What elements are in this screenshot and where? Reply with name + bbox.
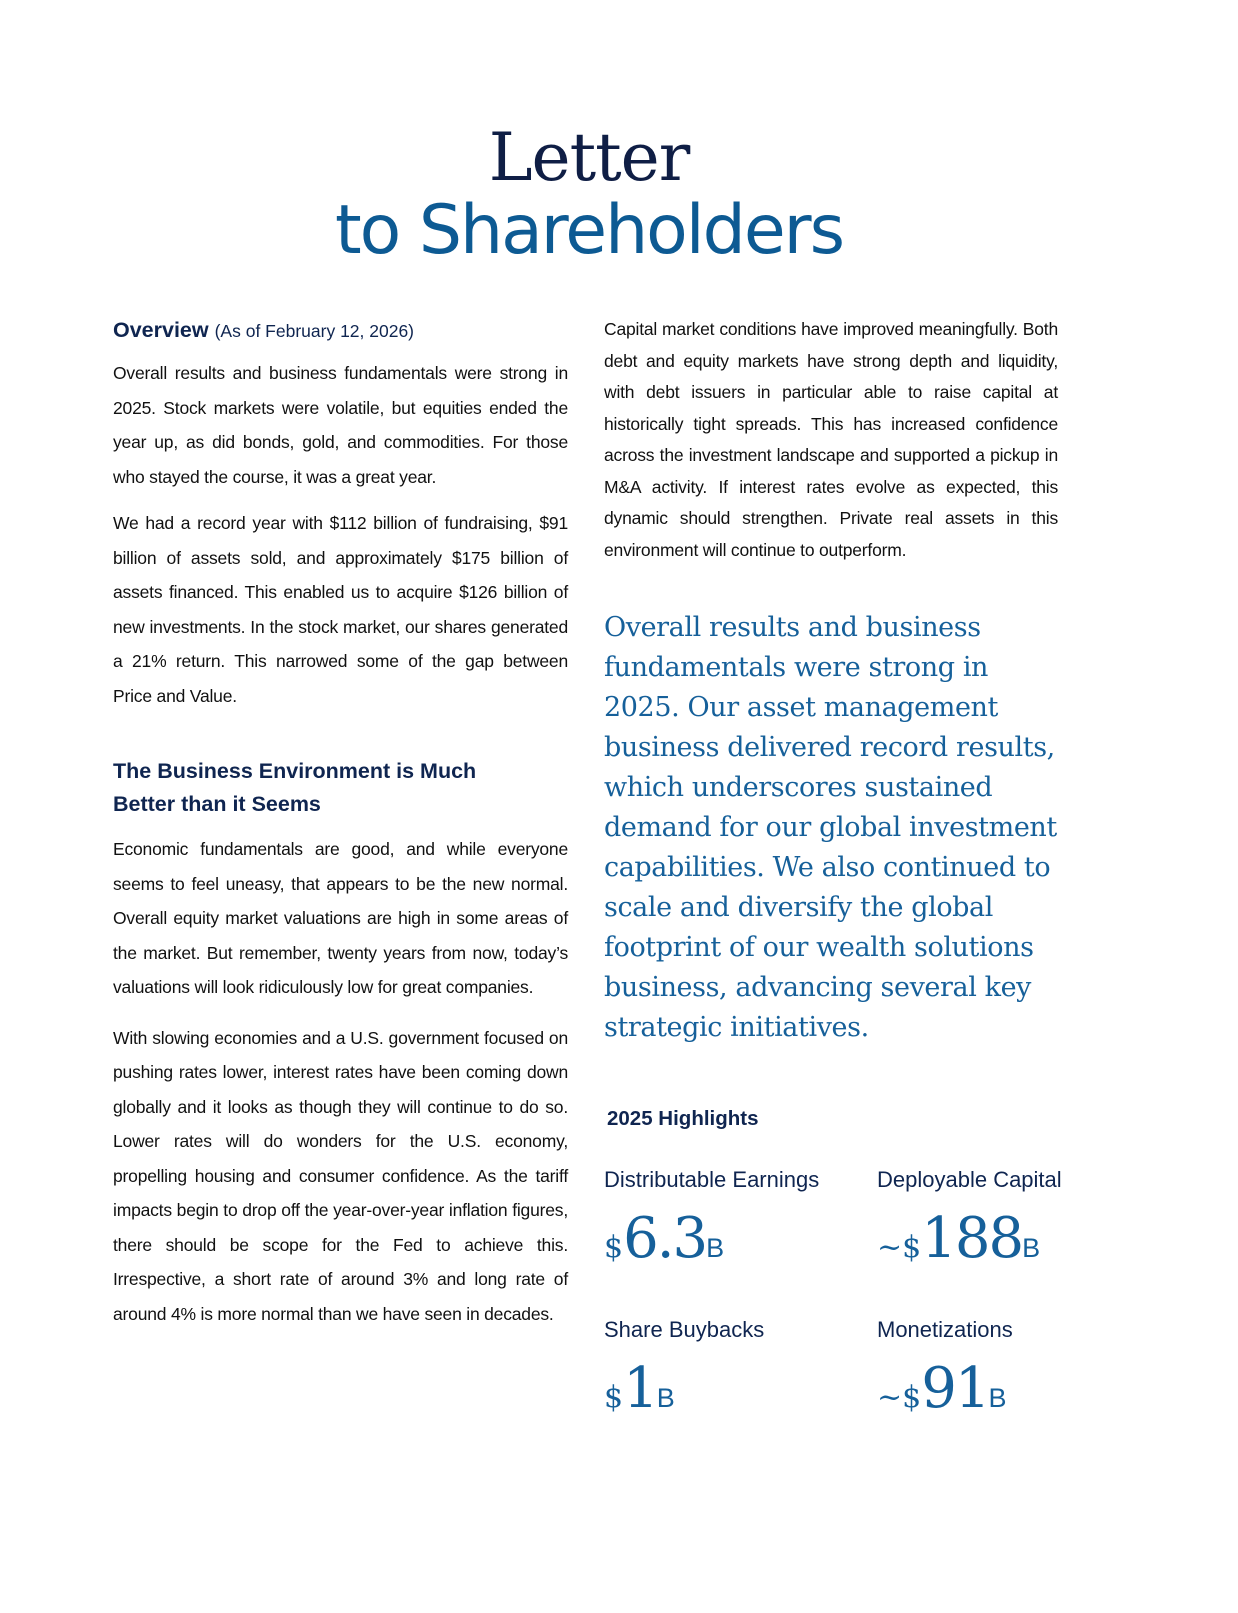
overview-date-note: (As of February 12, 2026) [214, 321, 415, 341]
overview-heading-text: Overview [113, 318, 209, 342]
highlight-label: Share Buybacks [604, 1317, 765, 1342]
overview-paragraph-2: We had a record year with $112 billion of fundraising, $91 billion of assets sold, and approximately $175 billion of assets financed. This enabled us to acquire $126 billion of new investments. In the stock market, our shares generated a 21% return. This narrowed some of the gap between Price and Value. [113, 513, 568, 706]
highlight-label: Distributable Earnings [604, 1167, 820, 1192]
highlight-value-number: 188 [921, 1206, 1023, 1271]
pull-quote: Overall results and business fundamentals were strong in 2025. Our asset management business delivered record results, which underscores sustained demand for our global investment capabilities. We also continued to scale and diversify the global footprint of our wealth solutions business, advancing several key strategic initiatives. [604, 612, 1057, 1043]
highlight-monetizations [877, 1316, 1107, 1437]
highlight-value-unit: B [706, 1233, 725, 1263]
highlight-value-prefix: $ [604, 1230, 624, 1265]
left-column [113, 314, 568, 1331]
highlight-label: Deployable Capital [877, 1167, 1062, 1192]
business-environment-heading-line1: The Business Environment is Much [113, 759, 477, 783]
page-title-line2: to Shareholders [334, 191, 844, 270]
right-column [604, 314, 1058, 1048]
business-environment-heading [113, 755, 568, 821]
highlight-distributable-earnings [604, 1166, 834, 1287]
highlight-value [604, 1354, 834, 1437]
business-environment-heading-line2: Better than it Seems [113, 792, 321, 816]
highlight-value-number: 91 [921, 1356, 989, 1421]
highlight-value [877, 1204, 1107, 1287]
highlight-value-unit: B [988, 1383, 1007, 1413]
highlight-deployable-capital [877, 1166, 1107, 1287]
capital-markets-paragraph: Capital market conditions have improved meaningfully. Both debt and equity markets have strong depth and liquidity, with debt issuers in particular able to raise capital at historically tight spreads. This has increased confidence across the investment landscape and supported a pickup in M&A activity. If interest rates evolve as expected, this dynamic should strengthen. Private real assets in this environment will continue to outperform. [604, 319, 1058, 560]
highlight-value-unit: B [1022, 1233, 1041, 1263]
overview-paragraph-1: Overall results and business fundamentals were strong in 2025. Stock markets were volatile, but equities ended the year up, as did bonds, gold, and commodities. For those who stayed the course, it was a great year. [113, 363, 568, 487]
business-environment-paragraph-2: With slowing economies and a U.S. government focused on pushing rates lower, interest rates have been coming down globally and it looks as though they will continue to do so. Lower rates will do wonders for the U.S. economy, propelling housing and consumer confidence. As the tariff impacts begin to drop off the year-over-year inflation figures, there should be scope for the Fed to achieve this. Irrespective, a short rate of around 3% and long rate of around 4% is more normal than we have seen in decades. [113, 1027, 568, 1324]
business-environment-paragraph-1: Economic fundamentals are good, and while everyone seems to feel uneasy, that appears to be the new normal. Overall equity market valuations are high in some areas of the market. But remember, twenty years from now, today’s valuations will look ridiculously low for great companies. [113, 839, 568, 997]
highlight-value-prefix: $ [604, 1380, 624, 1415]
highlight-share-buybacks [604, 1316, 834, 1437]
highlight-value-number: 6.3 [623, 1206, 707, 1271]
page-title-line1: Letter [488, 119, 690, 196]
highlight-value-number: 1 [623, 1356, 657, 1421]
highlight-value [604, 1204, 834, 1287]
highlight-value [877, 1354, 1107, 1437]
highlight-value-prefix: ~$ [877, 1230, 922, 1265]
highlights-title: 2025 Highlights [607, 1107, 759, 1130]
overview-heading [113, 314, 568, 348]
highlight-label: Monetizations [877, 1317, 1013, 1342]
highlight-value-unit: B [656, 1383, 675, 1413]
highlight-value-prefix: ~$ [877, 1380, 922, 1415]
